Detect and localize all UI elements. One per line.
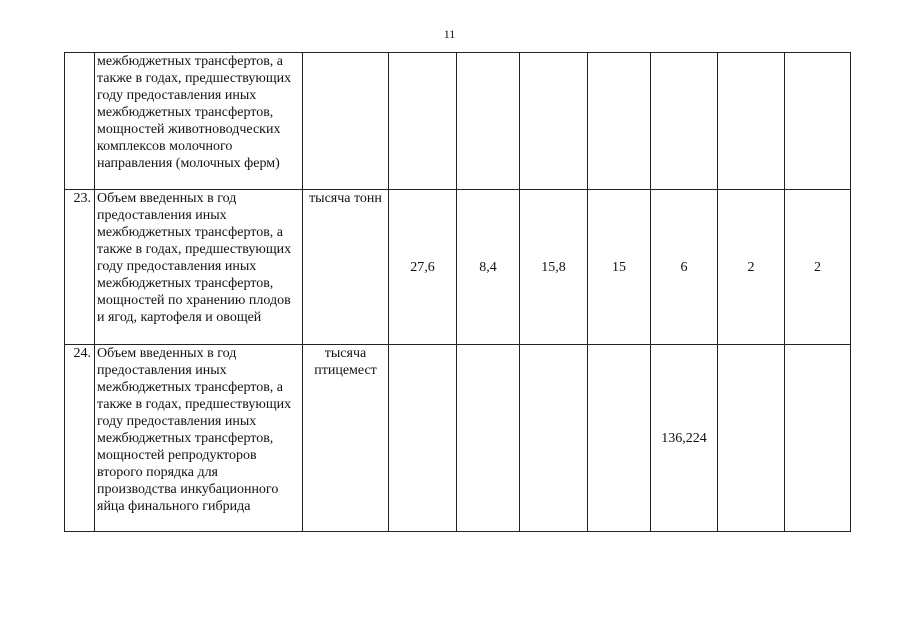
value-cell [588, 345, 651, 532]
value-cell: 27,6 [389, 190, 457, 345]
row-number-cell [65, 53, 95, 190]
value-cell: 15,8 [520, 190, 588, 345]
row-number-cell: 24. [65, 345, 95, 532]
value-cell [457, 53, 520, 190]
value-cell [718, 345, 785, 532]
row-unit-cell [303, 53, 389, 190]
value-cell: 2 [718, 190, 785, 345]
value-cell [588, 53, 651, 190]
indicator-table [64, 52, 851, 532]
table-row-24 [65, 345, 851, 532]
value-cell [389, 53, 457, 190]
row-unit-cell: тысяча тонн [303, 190, 389, 345]
table-row-continued [65, 53, 851, 190]
value-cell: 2 [785, 190, 851, 345]
value-cell [785, 345, 851, 532]
value-cell: 6 [651, 190, 718, 345]
table-row-23 [65, 190, 851, 345]
row-description-cell: Объем введенных в год предоставления иных межбюджетных трансфертов, а также в годах, предшествующих году предоставления иных межбюджетных трансфертов, мощностей по хранению плодов и ягод, картофеля и овощей [95, 190, 303, 345]
value-cell: 136,224 [651, 345, 718, 532]
row-unit-cell: тысяча птицемест [303, 345, 389, 532]
row-description-cell: Объем введенных в год предоставления иных межбюджетных трансфертов, а также в годах, предшествующих году предоставления иных межбюджетных трансфертов, мощностей репродукторов второго порядка для производства инкубационного яйца финального гибрида [95, 345, 303, 532]
value-cell [718, 53, 785, 190]
row-number-cell: 23. [65, 190, 95, 345]
value-cell [520, 345, 588, 532]
value-cell [651, 53, 718, 190]
row-description-cell: межбюджетных трансфертов, а также в годах, предшествующих году предоставления иных межбюджетных трансфертов, мощностей животноводческих комплексов молочного направления (молочных ферм) [95, 53, 303, 190]
value-cell [520, 53, 588, 190]
value-cell [785, 53, 851, 190]
value-cell [457, 345, 520, 532]
page-number: 11 [443, 27, 456, 41]
value-cell: 15 [588, 190, 651, 345]
value-cell [389, 345, 457, 532]
value-cell: 8,4 [457, 190, 520, 345]
